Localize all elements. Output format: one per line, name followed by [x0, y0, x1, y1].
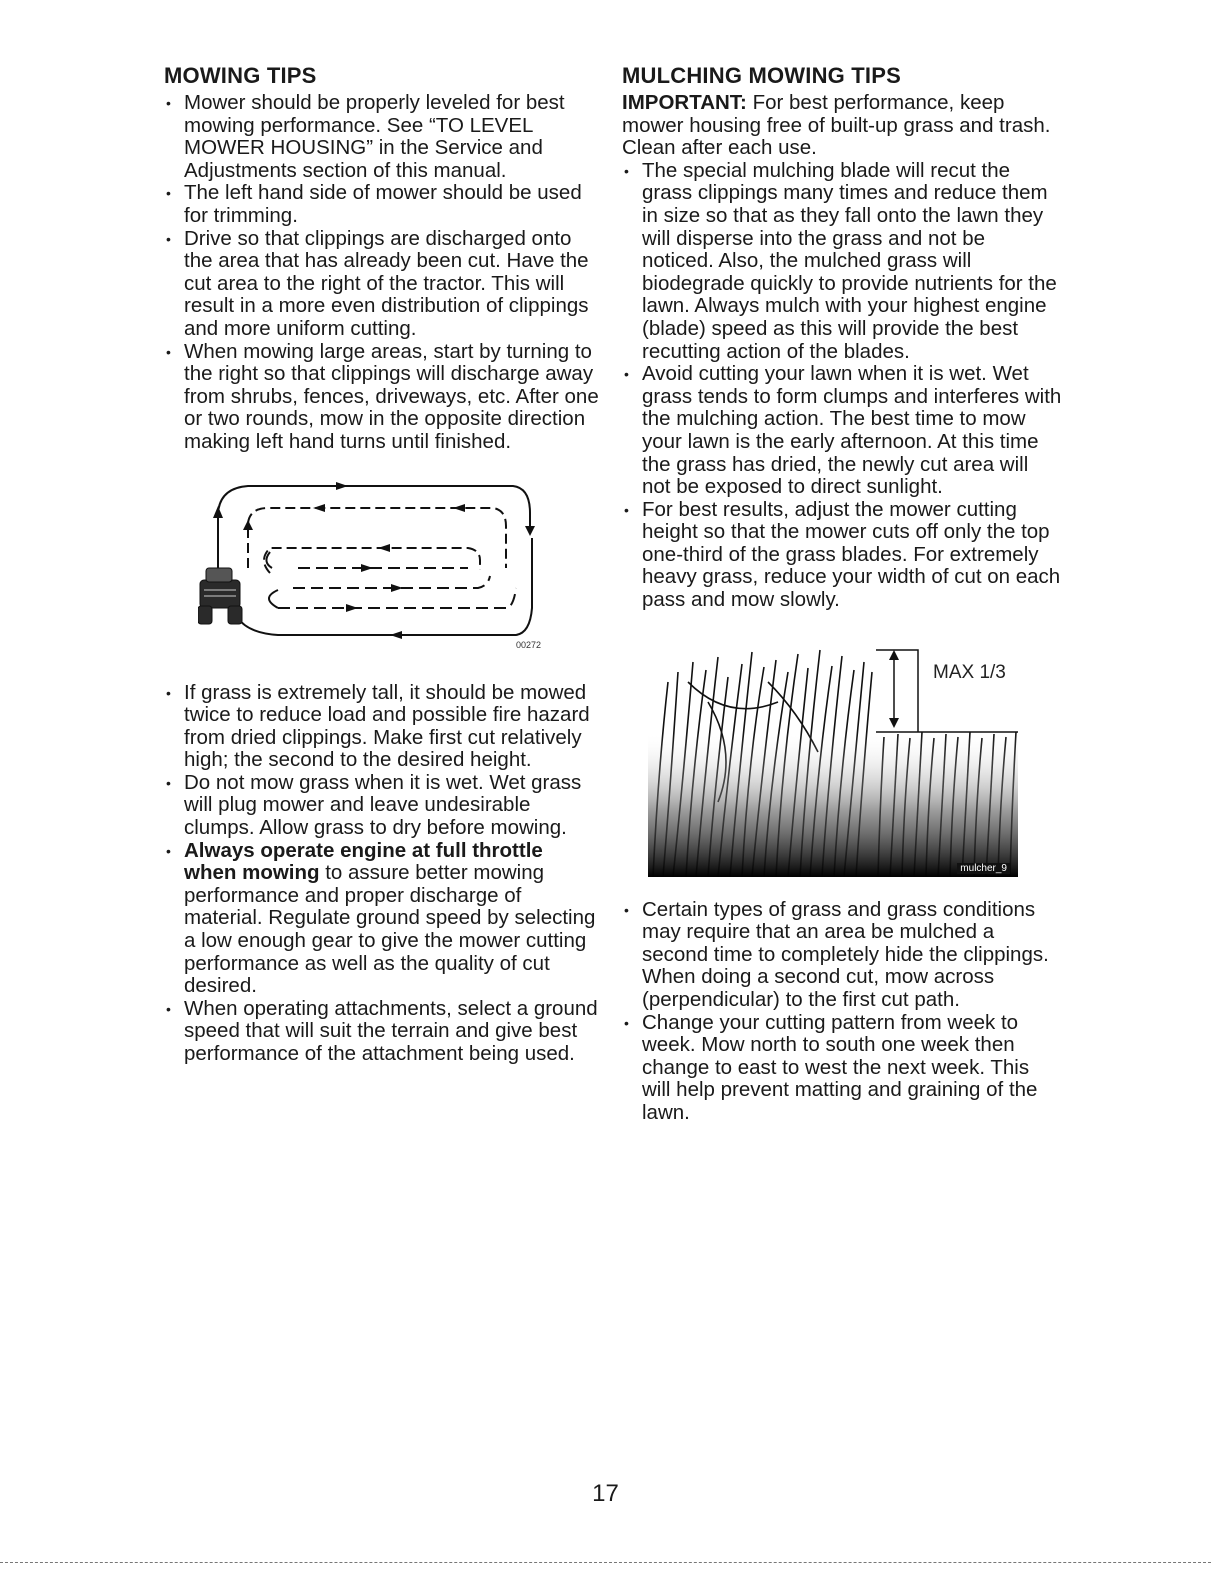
- mulching-tips-list-bottom: [622, 899, 1062, 1125]
- list-item: • Certain types of grass and grass conditions may require that an area be mulched a second time to completely hide the clippings. When doing a second cut, mow across (perpendicular) to the first cut path.: [622, 899, 1062, 1012]
- list-item: • Avoid cutting your lawn when it is wet. Wet grass tends to form clumps and interferes with the mulching action. The best time to mow your lawn is the early afternoon. At this time the grass has dried, the newly cut area will not be exposed to direct sunlight.: [622, 363, 1062, 499]
- mowing-tips-column: [164, 62, 599, 1066]
- list-item: • For best results, adjust the mower cutting height so that the mower cuts off only the top one-third of the grass blades. For extremely heavy grass, reduce your width of cut on each pass and mow slowly.: [622, 499, 1062, 612]
- tractor-icon: [198, 568, 242, 624]
- important-note: [622, 92, 1062, 160]
- max-one-third-label: MAX 1/3: [933, 661, 1006, 683]
- list-item: • Mower should be properly leveled for best mowing performance. See “TO LEVEL MOWER HOUSING” in the Service and Adjustments section of this manual.: [164, 92, 599, 182]
- mulching-tips-heading: MULCHING MOWING TIPS: [622, 63, 901, 88]
- list-item: • Change your cutting pattern from week to week. Mow north to south one week then change to east to west the next week. This will help prevent matting and graining of the lawn.: [622, 1012, 1062, 1125]
- grass-height-figure: [648, 642, 1018, 877]
- important-text: For best performance, keep mower housing free of built-up grass and trash. Clean after each use.: [622, 91, 1051, 160]
- throttle-text: to assure better mowing performance and proper discharge of material. Regulate ground speed by selecting a low enough gear to give the mower cutting performance as well as the quality of cut desired.: [184, 861, 596, 998]
- page-number: 17: [592, 1480, 619, 1507]
- page-bottom-divider: [0, 1562, 1211, 1563]
- mowing-pattern-diagram: [198, 468, 558, 658]
- list-item-throttle: [164, 840, 599, 998]
- list-item: • The left hand side of mower should be used for trimming.: [164, 182, 599, 227]
- mowing-tips-list-top: [164, 92, 599, 454]
- list-item: • When mowing large areas, start by turning to the right so that clippings will discharge away from shrubs, fences, driveways, etc. After one or two rounds, mow in the opposite direction making left hand turns until finished.: [164, 341, 599, 454]
- list-item: • Drive so that clippings are discharged onto the area that has already been cut. Have the cut area to the right of the tractor. This will result in a more even distribution of clippings and more uniform cutting.: [164, 228, 599, 341]
- list-item: • When operating attachments, select a ground speed that will suit the terrain and give best performance of the attachment being used.: [164, 998, 599, 1066]
- mowing-tips-list-bottom: [164, 682, 599, 1066]
- throttle-emphasis: Always operate engine at full throttle when mowing: [184, 838, 543, 885]
- list-item: • If grass is extremely tall, it should be mowed twice to reduce load and possible fire hazard from dried clippings. Make first cut relatively high; the second to the desired height.: [164, 682, 599, 772]
- figure-code: 00272: [516, 639, 542, 650]
- mulching-tips-list-top: [622, 160, 1062, 612]
- figure-code: mulcher_9: [957, 863, 1010, 874]
- list-item: • Do not mow grass when it is wet. Wet grass will plug mower and leave undesirable clumps. Allow grass to dry before mowing.: [164, 772, 599, 840]
- mowing-pattern-figure: [198, 468, 558, 658]
- mowing-tips-heading: MOWING TIPS: [164, 63, 317, 88]
- list-item: • The special mulching blade will recut the grass clippings many times and reduce them in size so that as they fall onto the lawn they will disperse into the grass and not be noticed. Also, the mulched grass will biodegrade quickly to provide nutrients for the lawn. Always mulch with your highest engine (blade) speed as this will provide the best recutting action of the blades.: [622, 160, 1062, 363]
- mulching-tips-column: [622, 62, 1062, 1125]
- important-label: IMPORTANT:: [622, 91, 747, 114]
